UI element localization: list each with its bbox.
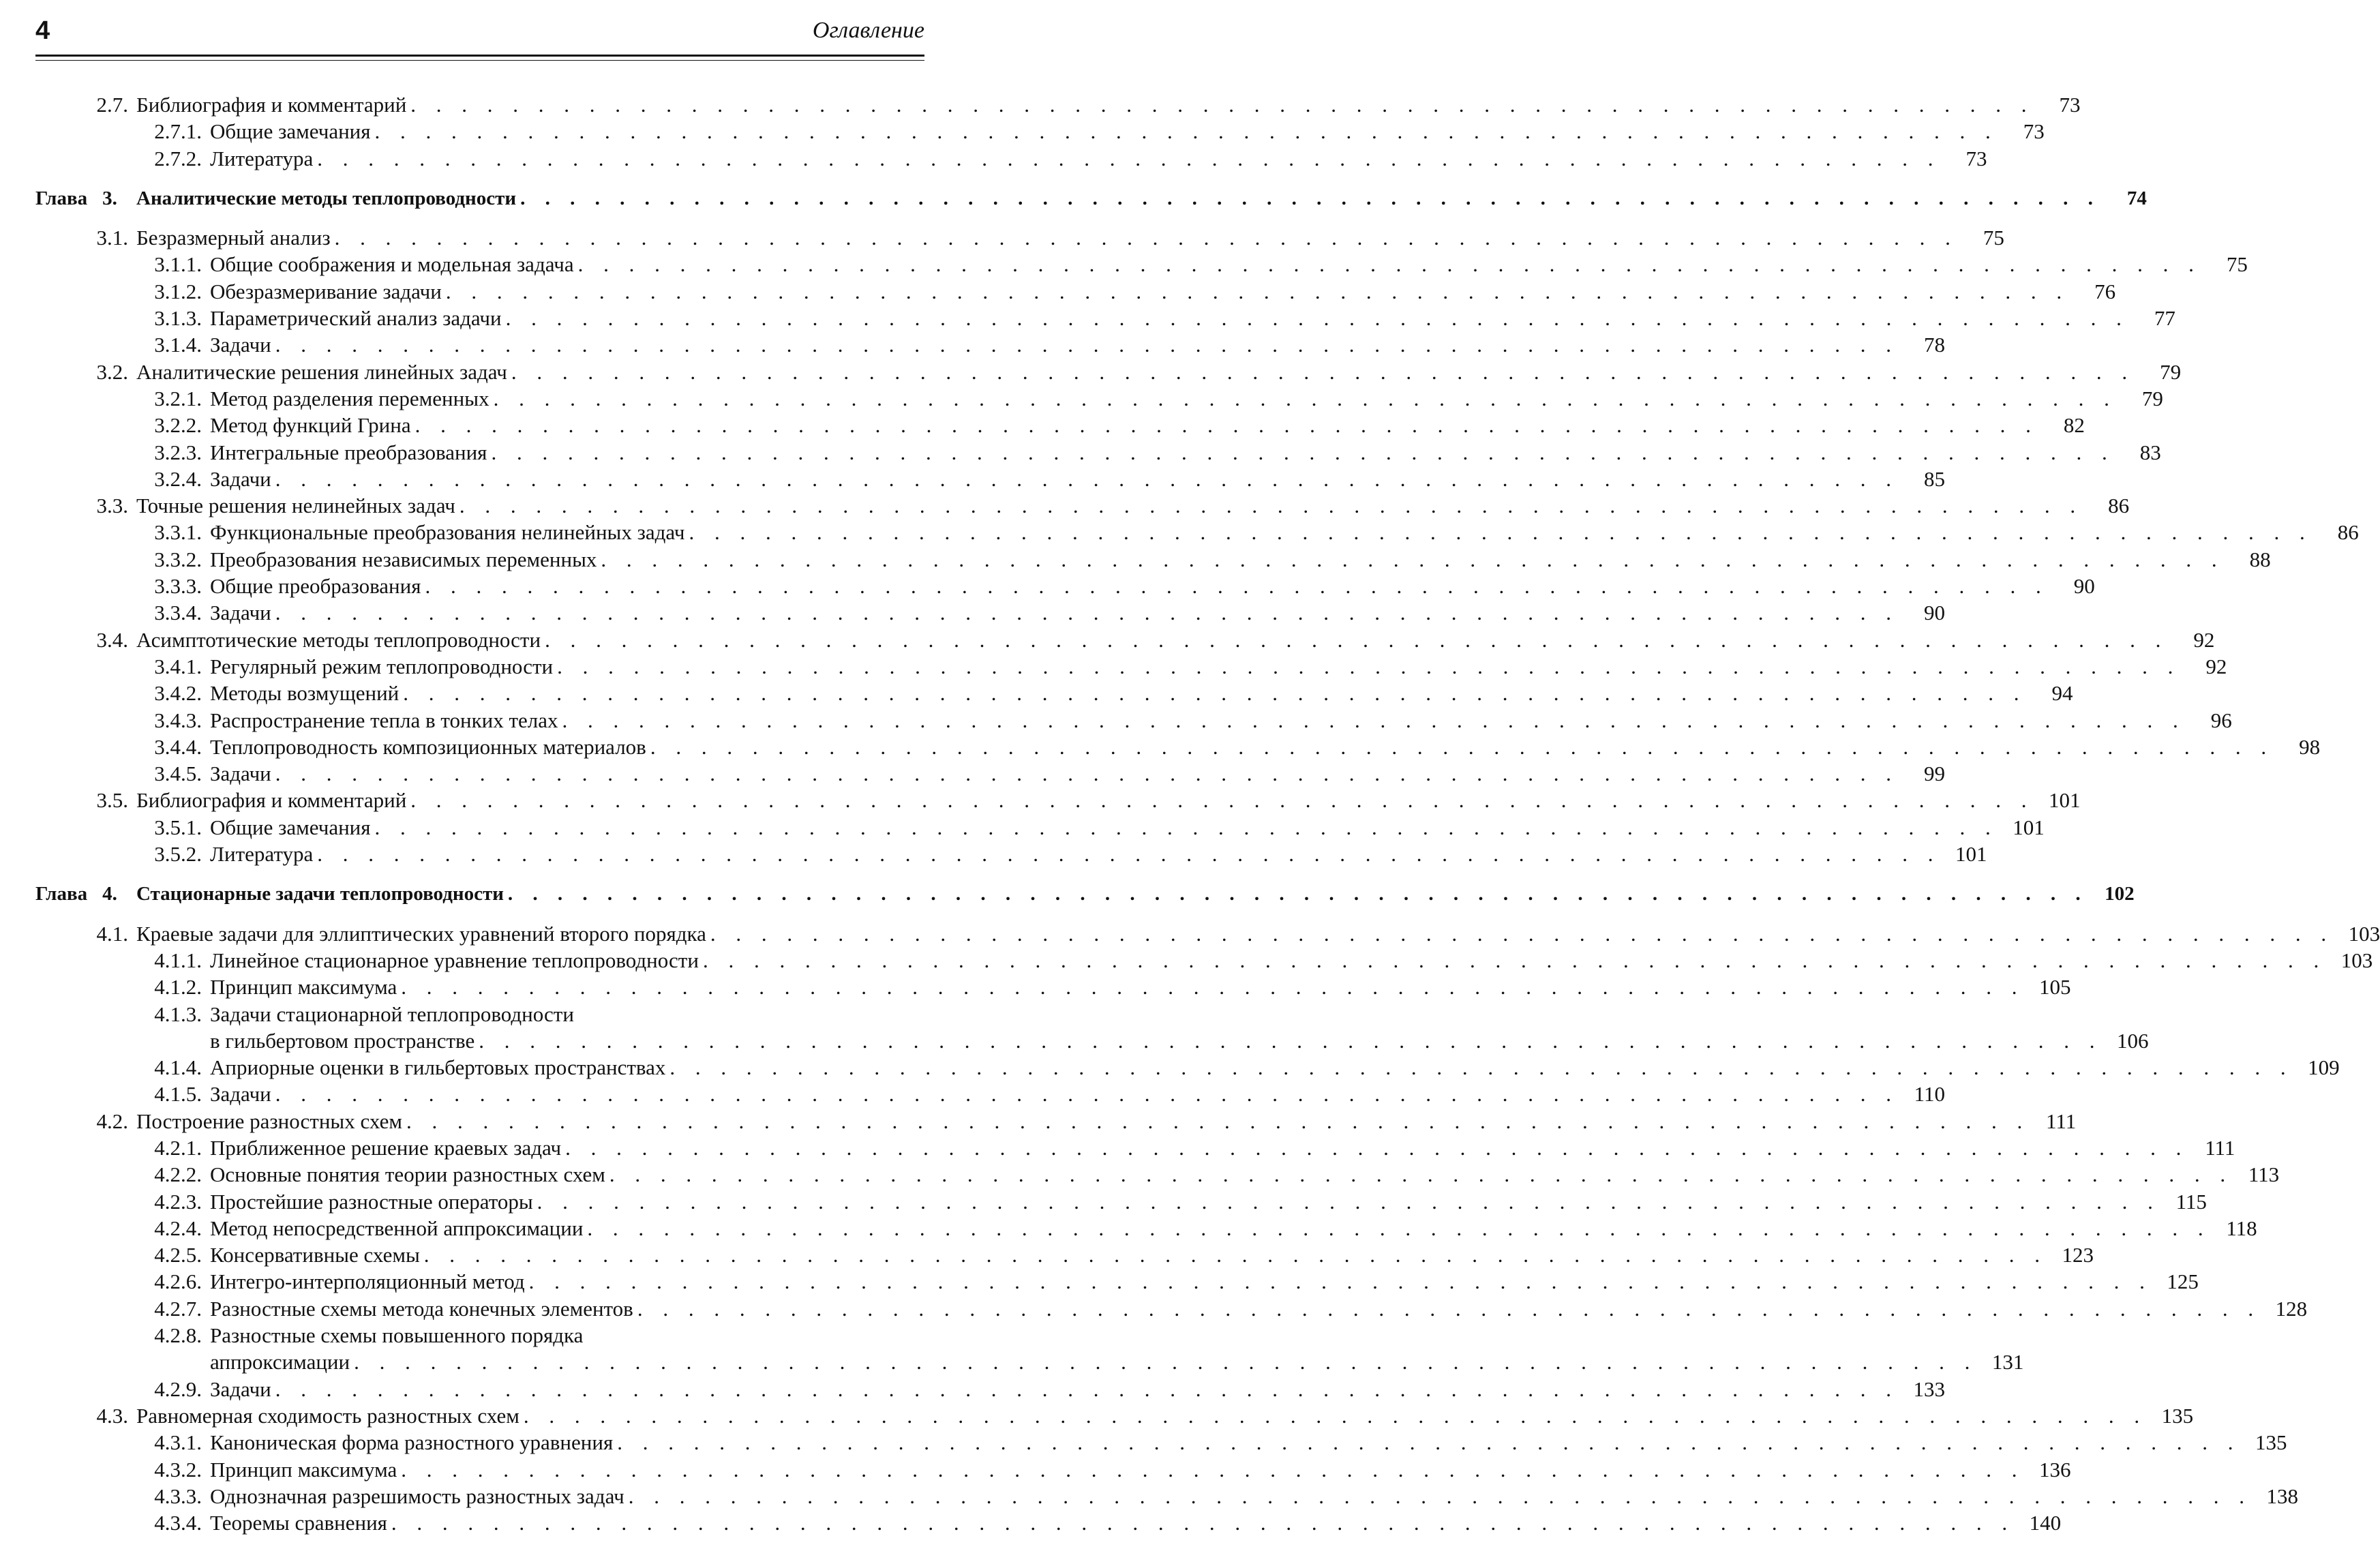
dot-leader: . . . . . . . . . . . . . . . . . . . . . . . . . . . . . . . . . . . . . . . . . . . . . . . . . . . . . . . . . . . . . . . . bbox=[587, 1216, 2211, 1240]
entry-title: Метод непосредственной аппроксимации bbox=[210, 1216, 584, 1240]
entry-title: Краевые задачи для эллиптических уравнений второго порядка bbox=[136, 921, 706, 946]
entry-title-continuation: в гильбертовом пространстве bbox=[210, 1028, 475, 1053]
entry-page-number: 131 bbox=[1991, 1350, 2024, 1374]
dot-leader: . . . . . . . . . . . . . . . . . . . . . . . . . . . . . . . . . . . . . . . . . . . . . . . . . . . . . . . . . . . . . . . . bbox=[275, 333, 1899, 357]
entry-page-number: 96 bbox=[2210, 708, 2232, 732]
dot-leader: . . . . . . . . . . . . . . . . . . . . . . . . . . . . . . . . . . . . . . . . . . . . . . . . . . . . . . . . . . . . . . . . bbox=[317, 842, 1941, 867]
entry-page-number: 73 bbox=[1965, 146, 1987, 170]
entry-page-number: 101 bbox=[2049, 788, 2081, 813]
entry-page-number: 115 bbox=[2175, 1189, 2207, 1214]
dot-leader: . . . . . . . . . . . . . . . . . . . . . . . . . . . . . . . . . . . . . . . . . . . . . . . . . . . . . . . . . . . . . . . . bbox=[617, 1430, 2241, 1455]
entry-title: Интегро-интерполяционный метод bbox=[210, 1269, 525, 1294]
entry-title: Общие соображения и модельная задача bbox=[210, 252, 574, 277]
toc-entry[interactable] bbox=[35, 920, 2380, 947]
section-number: 4.3.1. bbox=[154, 1430, 202, 1455]
chapter-gap bbox=[35, 172, 924, 185]
toc-entry[interactable] bbox=[35, 1108, 2077, 1134]
entry-page-number: 78 bbox=[1924, 333, 1946, 357]
entry-page-number: 98 bbox=[2299, 734, 2321, 759]
entry-title: Интегральные преобразования bbox=[210, 440, 487, 464]
dot-leader: . . . . . . . . . . . . . . . . . . . . . . . . . . . . . . . . . . . . . . . . . . . . . . . . . . . . . . . . . . . . . . . . bbox=[391, 1511, 2015, 1535]
entry-title: Задачи bbox=[210, 601, 271, 625]
toc-entry[interactable] bbox=[35, 1268, 2199, 1295]
section-number: 3.2.4. bbox=[154, 466, 202, 491]
toc-entry[interactable] bbox=[35, 1295, 2308, 1322]
dot-leader: . . . . . . . . . . . . . . . . . . . . . . . . . . . . . . . . . . . . . . . . . . . . . . . . . . . . . . . . . . . . . . . . bbox=[577, 252, 2201, 277]
entry-page-number: 75 bbox=[2226, 252, 2248, 277]
chapter-gap bbox=[35, 212, 924, 224]
entry-title: Регулярный режим теплопроводности bbox=[210, 654, 554, 678]
section-number: 4.1.2. bbox=[154, 975, 202, 999]
entry-page-number: 101 bbox=[1955, 842, 1987, 867]
entry-title: Каноническая форма разностного уравнения bbox=[210, 1430, 614, 1455]
dot-leader: . . . . . . . . . . . . . . . . . . . . . . . . . . . . . . . . . . . . . . . . . . . . . . . . . . . . . . . . . . . . . . . . bbox=[505, 306, 2129, 331]
entry-page-number: 111 bbox=[2205, 1135, 2235, 1160]
section-number: 4.2.7. bbox=[154, 1296, 202, 1321]
section-number: 4.2.8. bbox=[154, 1323, 202, 1348]
section-number: 3.2.3. bbox=[154, 440, 202, 464]
dot-leader: . . . . . . . . . . . . . . . . . . . . . . . . . . . . . . . . . . . . . . . . . . . . . . . . . . . . . . . . . . . . . . . . bbox=[423, 1243, 2048, 1267]
entry-title: Консервативные схемы bbox=[210, 1243, 420, 1267]
entry-page-number: 90 bbox=[2073, 574, 2095, 599]
entry-title: Метод разделения переменных bbox=[210, 386, 489, 410]
entry-title: Библиография и комментарий bbox=[136, 788, 407, 813]
entry-title: Простейшие разностные операторы bbox=[210, 1189, 533, 1214]
section-number: 3.5.1. bbox=[154, 815, 202, 839]
dot-leader: . . . . . . . . . . . . . . . . . . . . . . . . . . . . . . . . . . . . . . . . . . . . . . . . . . . . . . . . . . . . . . . . bbox=[511, 359, 2135, 384]
entry-page-number: 101 bbox=[2013, 815, 2045, 839]
section-number: 3.1.2. bbox=[154, 279, 202, 303]
entry-page-number: 77 bbox=[2154, 306, 2175, 331]
dot-leader: . . . . . . . . . . . . . . . . . . . . . . . . . . . . . . . . . . . . . . . . . . . . . . . . . . . . . . . . . . . . . . . . bbox=[479, 1028, 2103, 1053]
section-number: 4.1.4. bbox=[154, 1055, 202, 1080]
entry-page-number: 82 bbox=[2063, 413, 2085, 438]
dot-leader: . . . . . . . . . . . . . . . . . . . . . . . . . . . . . . . . . . . . . . . . . . . . . . . . . . . . . . . . . . . . . . . . bbox=[609, 1162, 2233, 1187]
entry-title: Построение разностных схем bbox=[136, 1109, 402, 1133]
section-number: 4.2.5. bbox=[154, 1243, 202, 1267]
toc-entry[interactable] bbox=[35, 1402, 2194, 1429]
toc-entry[interactable] bbox=[35, 974, 2071, 1000]
toc-chapter-entry[interactable] bbox=[35, 881, 2135, 907]
dot-leader: . . . . . . . . . . . . . . . . . . . . . . . . . . . . . . . . . . . . . . . . . . . . . . . . . . . . . . . . . . . . . . . . bbox=[628, 1484, 2252, 1508]
toc-entry[interactable] bbox=[35, 627, 2215, 653]
section-number: 4.1.5. bbox=[154, 1082, 202, 1107]
entry-title: Преобразования независимых переменных bbox=[210, 547, 597, 571]
entry-page-number: 75 bbox=[1983, 226, 2004, 250]
toc-entry[interactable] bbox=[35, 1322, 924, 1349]
section-number: 2.7. bbox=[96, 93, 128, 117]
toc-entry[interactable] bbox=[35, 573, 2095, 599]
entry-page-number: 103 bbox=[2340, 948, 2373, 972]
entry-title: Аналитические методы теплопроводности bbox=[136, 187, 517, 209]
toc-entry[interactable] bbox=[35, 1456, 2071, 1483]
entry-title: Приближенное решение краевых задач bbox=[210, 1135, 562, 1160]
entry-title: Линейное стационарное уравнение теплопроводности bbox=[210, 948, 699, 972]
dot-leader: . . . . . . . . . . . . . . . . . . . . . . . . . . . . . . . . . . . . . . . . . . . . . . . . . . . . . . . . . . . . . . . . bbox=[275, 601, 1899, 625]
entry-title-continuation: аппроксимации bbox=[210, 1350, 350, 1374]
toc-entry[interactable] bbox=[35, 466, 1946, 492]
section-number: 3.1.1. bbox=[154, 252, 202, 277]
section-number: 3.3.1. bbox=[154, 520, 202, 545]
entry-page-number: 118 bbox=[2226, 1216, 2257, 1240]
entry-page-number: 85 bbox=[1924, 466, 1946, 491]
entry-title: Основные понятия теории разностных схем bbox=[210, 1162, 605, 1187]
toc-entry[interactable] bbox=[35, 1081, 1946, 1107]
chapter-number: 4. bbox=[102, 883, 117, 905]
entry-page-number: 111 bbox=[2046, 1109, 2077, 1133]
dot-leader: . . . . . . . . . . . . . . . . . . . . . . . . . . . . . . . . . . . . . . . . . . . . . . . . . . . . . . . . . . . . . . . . bbox=[415, 413, 2038, 438]
section-number: 3.2. bbox=[96, 359, 128, 384]
dot-leader: . . . . . . . . . . . . . . . . . . . . . . . . . . . . . . . . . . . . . . . . . . . . . . . . . . . . . . . . . . . . . . . . bbox=[565, 1135, 2189, 1160]
toc-entry[interactable] bbox=[35, 118, 2045, 145]
entry-title: Параметрический анализ задачи bbox=[210, 306, 502, 331]
entry-page-number: 128 bbox=[2275, 1296, 2308, 1321]
entry-title: Задачи bbox=[210, 333, 271, 357]
toc-entry[interactable] bbox=[35, 787, 2081, 813]
entry-title: Общие замечания bbox=[210, 815, 371, 839]
toc-entry[interactable] bbox=[35, 385, 2163, 412]
entry-page-number: 109 bbox=[2308, 1055, 2340, 1080]
section-number: 4.2.1. bbox=[154, 1135, 202, 1160]
section-number: 3.5. bbox=[96, 788, 128, 813]
entry-title: Обезразмеривание задачи bbox=[210, 279, 442, 303]
entry-page-number: 79 bbox=[2141, 386, 2163, 410]
entry-title: Литература bbox=[210, 146, 314, 170]
entry-page-number: 86 bbox=[2108, 494, 2130, 518]
entry-page-number: 99 bbox=[1924, 762, 1946, 786]
entry-page-number: 79 bbox=[2160, 359, 2182, 384]
chapter-label bbox=[35, 881, 136, 907]
entry-title: Общие преобразования bbox=[210, 574, 421, 599]
entry-page-number: 83 bbox=[2139, 440, 2161, 464]
entry-title: Стационарные задачи теплопроводности bbox=[136, 883, 504, 905]
toc-entry[interactable] bbox=[35, 1134, 2235, 1161]
table-of-contents bbox=[35, 91, 2380, 1536]
dot-leader: . . . . . . . . . . . . . . . . . . . . . . . . . . . . . . . . . . . . . . . . . . . . . . . . . . . . . . . . . . . . . . . . bbox=[317, 146, 1941, 170]
toc-entry[interactable] bbox=[35, 1509, 2062, 1536]
section-number: 3.1.4. bbox=[154, 333, 202, 357]
entry-page-number: 86 bbox=[2337, 520, 2359, 545]
toc-entry[interactable] bbox=[35, 439, 2161, 466]
section-number: 4.1.1. bbox=[154, 948, 202, 972]
section-number: 3.1.3. bbox=[154, 306, 202, 331]
entry-page-number: 113 bbox=[2248, 1162, 2280, 1187]
entry-title: Функциональные преобразования нелинейных задач bbox=[210, 520, 685, 545]
section-number: 3.4.2. bbox=[154, 681, 202, 706]
toc-entry[interactable] bbox=[35, 305, 2175, 331]
dot-leader: . . . . . . . . . . . . . . . . . . . . . . . . . . . . . . . . . . . . . . . . . . . . . . . . . . . . . . . . . . . . . . . . bbox=[528, 1269, 2152, 1294]
dot-leader: . . . . . . . . . . . . . . . . . . . . . . . . . . . . . . . . . . . . . . . . . . . . . . . . . . . . . . . . . . . . . . . . bbox=[425, 574, 2049, 599]
dot-leader: . . . . . . . . . . . . . . . . . . . . . . . . . . . . . . . . . . . . . . . . . . . . . . . . . . . . . . . . . . . . . . . . bbox=[545, 627, 2169, 652]
toc-entry[interactable] bbox=[35, 278, 2116, 305]
dot-leader: . . . . . . . . . . . . . . . . . . . . . . . . . . . . . . . . . . . . . . . . . . . . . . . . . . . . . . . . . . . . . . . . bbox=[689, 520, 2313, 545]
entry-page-number: 74 bbox=[2126, 187, 2147, 209]
toc-entry[interactable] bbox=[35, 251, 2248, 277]
entry-page-number: 92 bbox=[2193, 627, 2215, 652]
dot-leader: . . . . . . . . . . . . . . . . . . . . . . . . . . . . . . . . . . . . . . . . . . . . . . . . . . . . . . . . . . . . . . . . bbox=[520, 187, 2100, 209]
section-number: 4.2.9. bbox=[154, 1377, 202, 1401]
entry-page-number: 133 bbox=[1913, 1377, 1946, 1401]
toc-chapter-entry[interactable] bbox=[35, 185, 2147, 212]
entry-page-number: 105 bbox=[2039, 975, 2071, 999]
section-number: 3.2.2. bbox=[154, 413, 202, 438]
entry-title: Задачи стационарной теплопроводности bbox=[210, 1002, 574, 1026]
toc-entry[interactable] bbox=[35, 331, 1946, 358]
dot-leader: . . . . . . . . . . . . . . . . . . . . . . . . . . . . . . . . . . . . . . . . . . . . . . . . . . . . . . . . . . . . . . . . bbox=[374, 119, 1998, 144]
header-rule-thin bbox=[35, 60, 924, 61]
entry-title: Задачи bbox=[210, 466, 271, 491]
entry-title: Разностные схемы повышенного порядка bbox=[210, 1323, 584, 1348]
section-number: 3.3.2. bbox=[154, 547, 202, 571]
section-number: 4.3. bbox=[96, 1403, 128, 1428]
entry-title: Асимптотические методы теплопроводности bbox=[136, 627, 541, 652]
entry-page-number: 94 bbox=[2051, 681, 2073, 706]
dot-leader: . . . . . . . . . . . . . . . . . . . . . . . . . . . . . . . . . . . . . . . . . . . . . . . . . . . . . . . . . . . . . . . . bbox=[650, 734, 2274, 759]
section-number: 4.1.3. bbox=[154, 1002, 202, 1026]
dot-leader: . . . . . . . . . . . . . . . . . . . . . . . . . . . . . . . . . . . . . . . . . . . . . . . . . . . . . . . . . . . . . . . . bbox=[354, 1350, 1978, 1374]
entry-page-number: 135 bbox=[2161, 1403, 2194, 1428]
toc-entry[interactable] bbox=[35, 359, 2182, 385]
entry-page-number: 73 bbox=[2059, 93, 2081, 117]
page-number: 4 bbox=[35, 16, 50, 45]
section-number: 4.2.4. bbox=[154, 1216, 202, 1240]
entry-title: Принцип максимума bbox=[210, 1457, 397, 1482]
dot-leader: . . . . . . . . . . . . . . . . . . . . . . . . . . . . . . . . . . . . . . . . . . . . . . . . . . . . . . . . . . . . . . . . bbox=[410, 93, 2034, 117]
section-number: 3.4.1. bbox=[154, 654, 202, 678]
entry-title: Библиография и комментарий bbox=[136, 93, 407, 117]
toc-entry[interactable] bbox=[35, 653, 2227, 680]
toc-entry[interactable] bbox=[35, 1376, 1946, 1402]
toc-entry[interactable] bbox=[35, 680, 2073, 706]
dot-leader: . . . . . . . . . . . . . . . . . . . . . . . . . . . . . . . . . . . . . . . . . . . . . . . . . . . . . . . . . . . . . . . . bbox=[601, 547, 2225, 571]
section-number: 4.3.4. bbox=[154, 1511, 202, 1535]
entry-title: Теоремы сравнения bbox=[210, 1511, 387, 1535]
toc-entry[interactable] bbox=[35, 814, 2045, 841]
toc-entry[interactable] bbox=[35, 145, 1987, 172]
toc-entry[interactable] bbox=[35, 841, 1987, 867]
dot-leader: . . . . . . . . . . . . . . . . . . . . . . . . . . . . . . . . . . . . . . . . . . . . . . . . . . . . . . . . . . . . . . . . bbox=[401, 1457, 2025, 1482]
toc-entry[interactable] bbox=[35, 1429, 2287, 1456]
dot-leader: . . . . . . . . . . . . . . . . . . . . . . . . . . . . . . . . . . . . . . . . . . . . . . . . . . . . . . . . . . . . . . . . bbox=[403, 681, 2027, 706]
entry-title: Общие замечания bbox=[210, 119, 371, 144]
entry-title: Принцип максимума bbox=[210, 975, 397, 999]
toc-entry[interactable] bbox=[35, 734, 2321, 760]
entry-title: Распространение тепла в тонких телах bbox=[210, 708, 558, 732]
section-number: 2.7.1. bbox=[154, 119, 202, 144]
entry-title: Однозначная разрешимость разностных задач bbox=[210, 1484, 624, 1508]
entry-title: Равномерная сходимость разностных схем bbox=[136, 1403, 519, 1428]
section-number: 2.7.2. bbox=[154, 146, 202, 170]
section-number: 4.3.3. bbox=[154, 1484, 202, 1508]
toc-entry[interactable] bbox=[35, 224, 2004, 251]
entry-title: Методы возмущений bbox=[210, 681, 400, 706]
toc-entry[interactable] bbox=[35, 1161, 2280, 1188]
toc-entry[interactable] bbox=[35, 1188, 2207, 1215]
entry-page-number: 106 bbox=[2117, 1028, 2149, 1053]
section-number: 4.2.2. bbox=[154, 1162, 202, 1187]
entry-page-number: 123 bbox=[2062, 1243, 2094, 1267]
dot-leader: . . . . . . . . . . . . . . . . . . . . . . . . . . . . . . . . . . . . . . . . . . . . . . . . . . . . . . . . . . . . . . . . bbox=[334, 226, 1958, 250]
header-rule-thick bbox=[35, 55, 924, 57]
dot-leader: . . . . . . . . . . . . . . . . . . . . . . . . . . . . . . . . . . . . . . . . . . . . . . . . . . . . . . . . . . . . . . . . bbox=[507, 883, 2088, 905]
entry-title: Задачи bbox=[210, 1082, 271, 1107]
entry-title: Точные решения нелинейных задач bbox=[136, 494, 455, 518]
entry-page-number: 103 bbox=[2348, 921, 2380, 946]
toc-entry[interactable] bbox=[35, 599, 1946, 626]
dot-leader: . . . . . . . . . . . . . . . . . . . . . . . . . . . . . . . . . . . . . . . . . . . . . . . . . . . . . . . . . . . . . . . . bbox=[374, 815, 1998, 839]
section-number: 3.4.5. bbox=[154, 762, 202, 786]
dot-leader: . . . . . . . . . . . . . . . . . . . . . . . . . . . . . . . . . . . . . . . . . . . . . . . . . . . . . . . . . . . . . . . . bbox=[637, 1296, 2261, 1321]
dot-leader: . . . . . . . . . . . . . . . . . . . . . . . . . . . . . . . . . . . . . . . . . . . . . . . . . . . . . . . . . . . . . . . . bbox=[445, 279, 2070, 303]
dot-leader: . . . . . . . . . . . . . . . . . . . . . . . . . . . . . . . . . . . . . . . . . . . . . . . . . . . . . . . . . . . . . . . . bbox=[401, 975, 2025, 999]
toc-entry-continuation[interactable] bbox=[35, 1349, 2024, 1375]
dot-leader: . . . . . . . . . . . . . . . . . . . . . . . . . . . . . . . . . . . . . . . . . . . . . . . . . . . . . . . . . . . . . . . . bbox=[275, 1082, 1899, 1107]
dot-leader: . . . . . . . . . . . . . . . . . . . . . . . . . . . . . . . . . . . . . . . . . . . . . . . . . . . . . . . . . . . . . . . . bbox=[406, 1109, 2030, 1133]
chapter-label bbox=[35, 185, 136, 212]
chapter-number: 3. bbox=[102, 187, 117, 209]
entry-title: Метод функций Грина bbox=[210, 413, 411, 438]
running-title: Оглавление bbox=[812, 18, 924, 43]
section-number: 3.1. bbox=[96, 226, 128, 250]
entry-page-number: 136 bbox=[2039, 1457, 2071, 1482]
section-number: 4.2. bbox=[96, 1109, 128, 1133]
toc-entry[interactable] bbox=[35, 519, 2359, 545]
entry-title: Задачи bbox=[210, 1377, 271, 1401]
toc-entry[interactable] bbox=[35, 1483, 2298, 1509]
toc-entry[interactable] bbox=[35, 760, 1946, 787]
entry-title: Теплопроводность композиционных материалов bbox=[210, 734, 646, 759]
chapter-word: Глава bbox=[35, 883, 88, 905]
entry-page-number: 135 bbox=[2255, 1430, 2287, 1455]
section-number: 3.4.4. bbox=[154, 734, 202, 759]
dot-leader: . . . . . . . . . . . . . . . . . . . . . . . . . . . . . . . . . . . . . . . . . . . . . . . . . . . . . . . . . . . . . . . . bbox=[710, 921, 2334, 946]
dot-leader: . . . . . . . . . . . . . . . . . . . . . . . . . . . . . . . . . . . . . . . . . . . . . . . . . . . . . . . . . . . . . . . . bbox=[275, 1377, 1899, 1401]
dot-leader: . . . . . . . . . . . . . . . . . . . . . . . . . . . . . . . . . . . . . . . . . . . . . . . . . . . . . . . . . . . . . . . . bbox=[493, 386, 2117, 410]
toc-entry[interactable] bbox=[35, 412, 2085, 438]
section-number: 3.4.3. bbox=[154, 708, 202, 732]
section-number: 3.3. bbox=[96, 494, 128, 518]
dot-leader: . . . . . . . . . . . . . . . . . . . . . . . . . . . . . . . . . . . . . . . . . . . . . . . . . . . . . . . . . . . . . . . . bbox=[459, 494, 2083, 518]
dot-leader: . . . . . . . . . . . . . . . . . . . . . . . . . . . . . . . . . . . . . . . . . . . . . . . . . . . . . . . . . . . . . . . . bbox=[275, 762, 1899, 786]
dot-leader: . . . . . . . . . . . . . . . . . . . . . . . . . . . . . . . . . . . . . . . . . . . . . . . . . . . . . . . . . . . . . . . . bbox=[491, 440, 2115, 464]
entry-page-number: 73 bbox=[2023, 119, 2045, 144]
entry-title: Литература bbox=[210, 842, 314, 867]
entry-page-number: 138 bbox=[2266, 1484, 2298, 1508]
entry-page-number: 88 bbox=[2249, 547, 2271, 571]
dot-leader: . . . . . . . . . . . . . . . . . . . . . . . . . . . . . . . . . . . . . . . . . . . . . . . . . . . . . . . . . . . . . . . . bbox=[523, 1403, 2148, 1428]
toc-entry[interactable] bbox=[35, 1242, 2094, 1268]
section-number: 3.2.1. bbox=[154, 386, 202, 410]
toc-entry[interactable] bbox=[35, 492, 2130, 519]
section-number: 4.2.6. bbox=[154, 1269, 202, 1294]
dot-leader: . . . . . . . . . . . . . . . . . . . . . . . . . . . . . . . . . . . . . . . . . . . . . . . . . . . . . . . . . . . . . . . . bbox=[410, 788, 2034, 813]
section-number: 4.3.2. bbox=[154, 1457, 202, 1482]
entry-page-number: 125 bbox=[2167, 1269, 2199, 1294]
entry-page-number: 140 bbox=[2029, 1511, 2062, 1535]
toc-entry[interactable] bbox=[35, 1054, 2340, 1081]
chapter-word: Глава bbox=[35, 187, 88, 209]
entry-page-number: 102 bbox=[2105, 883, 2135, 905]
dot-leader: . . . . . . . . . . . . . . . . . . . . . . . . . . . . . . . . . . . . . . . . . . . . . . . . . . . . . . . . . . . . . . . . bbox=[702, 948, 2327, 972]
dot-leader: . . . . . . . . . . . . . . . . . . . . . . . . . . . . . . . . . . . . . . . . . . . . . . . . . . . . . . . . . . . . . . . . bbox=[537, 1189, 2160, 1214]
dot-leader: . . . . . . . . . . . . . . . . . . . . . . . . . . . . . . . . . . . . . . . . . . . . . . . . . . . . . . . . . . . . . . . . bbox=[557, 654, 2181, 678]
section-number: 4.2.3. bbox=[154, 1189, 202, 1214]
section-number: 3.5.2. bbox=[154, 842, 202, 867]
toc-entry-continuation[interactable] bbox=[35, 1027, 2149, 1054]
section-number: 4.1. bbox=[96, 921, 128, 946]
section-number: 3.3.3. bbox=[154, 574, 202, 599]
dot-leader: . . . . . . . . . . . . . . . . . . . . . . . . . . . . . . . . . . . . . . . . . . . . . . . . . . . . . . . . . . . . . . . . bbox=[275, 466, 1899, 491]
toc-entry[interactable] bbox=[35, 546, 2271, 573]
toc-entry[interactable] bbox=[35, 947, 2373, 974]
entry-title: Априорные оценки в гильбертовых пространствах bbox=[210, 1055, 666, 1080]
chapter-gap bbox=[35, 867, 924, 881]
entry-page-number: 110 bbox=[1914, 1082, 1946, 1107]
chapter-gap bbox=[35, 908, 924, 920]
page-header bbox=[35, 14, 924, 48]
entry-page-number: 90 bbox=[1924, 601, 1946, 625]
dot-leader: . . . . . . . . . . . . . . . . . . . . . . . . . . . . . . . . . . . . . . . . . . . . . . . . . . . . . . . . . . . . . . . . bbox=[669, 1055, 2293, 1080]
entry-title: Разностные схемы метода конечных элементов bbox=[210, 1296, 633, 1321]
entry-title: Задачи bbox=[210, 762, 271, 786]
section-number: 3.3.4. bbox=[154, 601, 202, 625]
dot-leader: . . . . . . . . . . . . . . . . . . . . . . . . . . . . . . . . . . . . . . . . . . . . . . . . . . . . . . . . . . . . . . . . bbox=[562, 708, 2186, 732]
toc-entry[interactable] bbox=[35, 91, 2081, 118]
toc-entry[interactable] bbox=[35, 1215, 2257, 1242]
entry-page-number: 92 bbox=[2205, 654, 2227, 678]
entry-title: Аналитические решения линейных задач bbox=[136, 359, 507, 384]
entry-title: Безразмерный анализ bbox=[136, 226, 331, 250]
section-number: 3.4. bbox=[96, 627, 128, 652]
entry-page-number: 76 bbox=[2094, 279, 2116, 303]
toc-entry[interactable] bbox=[35, 1001, 924, 1027]
toc-entry[interactable] bbox=[35, 707, 2232, 734]
